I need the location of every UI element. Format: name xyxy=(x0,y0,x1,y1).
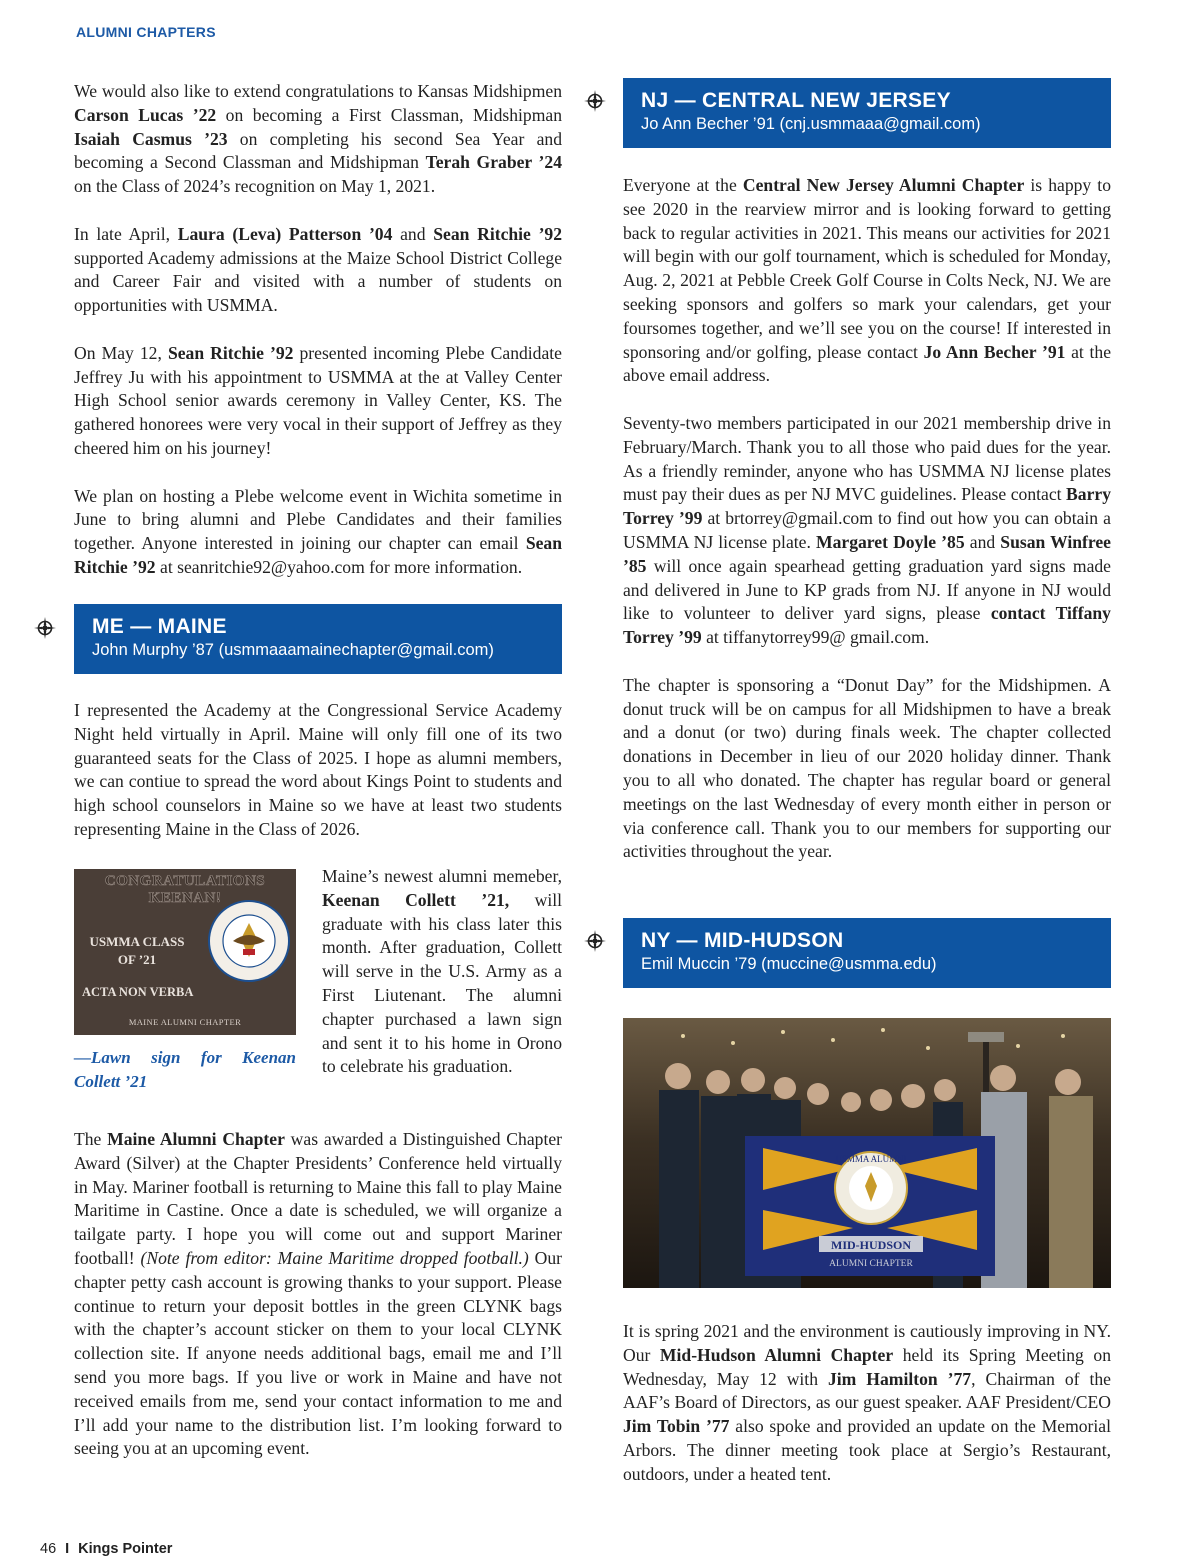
kansas-section xyxy=(74,80,562,580)
ny-paragraph: It is spring 2021 and the environment is cautiously improving in NY. Our Mid-Hudson Alumni Chapter held its Spring Meeting on Wednesday, May 12 with Jim Hamilton ’77, Chairman of the AAF’s Board of Directors, as our guest speaker. AAF President/CEO Jim Tobin ’77 also spoke and provided an update on the Memorial Arbors. The dinner meeting took place at Sergio’s Restaurant, outdoors, under a heated tent. xyxy=(623,1321,1112,1484)
kansas-paragraph: In late April, Laura (Leva) Patterson ’04 and Sean Ritchie ’92 supported Academy admissions at the Maize School District College and Career Fair and visited with a number of students on opportunities with USMMA. xyxy=(74,223,563,316)
nj-paragraph: Seventy-two members participated in our 2021 membership drive in February/March. Thank you to all those who paid dues for the year. As a friendly reminder, anyone who has USMMA NJ license plates must pay their dues as per NJ MVC guidelines. Please contact Barry Torrey ’99 at brtorrey@gmail.com to find out how you can obtain a USMMA NJ license plate. Margaret Doyle ’85 and Susan Winfree ’85 will once again spearhead getting graduation yard signs made and delivered in June to KP grads from NJ. If anyone in NJ would like to volunteer to deliver yard signs, please contact Tiffany Torrey ’99 at tiffanytorrey99@ gmail.com. xyxy=(623,412,1111,648)
sign-congrats: CONGRATULATIONS KEENAN! xyxy=(104,873,266,906)
maine-contact: John Murphy ’87 (usmmaaamainechapter@gmail.com) xyxy=(92,641,494,659)
maine-chapter-header xyxy=(74,604,562,674)
keenan-paragraph: Maine’s newest alumni memeber, Keenan Collett ’21, will graduate with his class later this month. After graduation, Collett will serve in the U.S. Army as a First Liutenant. The alumni chapter purchased a lawn sign and sent it to his home in Orono to celebrate his graduation. xyxy=(322,866,562,1077)
maine-paragraph: The Maine Alumni Chapter was awarded a Distinguished Chapter Award (Silver) at the Chapter Presidents’ Conference held virtually in May. Mariner football is returning to Maine this fall to play Maine Maritime in Castine. Once a date is scheduled, we will organize a tailgate party. I hope you will come out and support Mariner football! (Note from editor: Maine Maritime dropped football.) Our chapter petty cash account is growing thanks to your support. Please continue to return your deposit bottles in the green CLYNK bags with the chapter’s account sticker on them to your local CLYNK collection site. If anyone needs additional bags, email me and I’ll send you more bags. If you live or work in Maine and have not received emails from me, send your contact information to me and I’ll add your name to the distribution list. I’m looking forward to seeing you at an upcoming event. xyxy=(74,1129,563,1459)
nj-paragraph: The chapter is sponsoring a “Donut Day” for the Midshipmen. A donut truck will be on campus for all Midshipmen to have a break and a donut (or two) during finals week. The chapter collected donations in December in lieu of our 2020 holiday dinner. Thank you to all who donated. The chapter has regular board or general meetings on the last Wednesday of every month either in person or via conference call. Thank you to our members for supporting our activities throughout the year. xyxy=(623,674,1111,862)
usmma-alumni-seal-icon xyxy=(207,899,291,983)
compass-rose-icon xyxy=(34,617,56,639)
sign-class: USMMA CLASS OF ’21 xyxy=(89,934,185,967)
sign-motto: ACTA NON VERBA xyxy=(82,985,194,999)
nj-section xyxy=(623,174,1111,864)
lawn-sign-photo xyxy=(74,869,296,1035)
flag-seal-text: USMMA ALUMNI xyxy=(835,1154,907,1164)
kansas-paragraph: On May 12, Sean Ritchie ’92 presented incoming Plebe Candidate Jeffrey Ju with his appointment to USMMA at the at Valley Center High School senior awards ceremony in Valley Center, KS. The gathered honorees were very vocal in their support of Jeffrey as they cheered him on his journey! xyxy=(74,342,562,458)
ny-title: NY — MID-HUDSON xyxy=(641,929,844,952)
keenan-paragraph-block xyxy=(322,865,562,1079)
maine-paragraph: I represented the Academy at the Congressional Service Academy Night held virtually in April. Maine will only fill one of its two guaranteed seats for the Class of 2025. I hope as alumni members, we can contiue to spread the word about Kings Point to students and high school counselors in Maine so we have at least two students representing Maine in the Class of 2026. xyxy=(74,700,562,839)
section-tag: ALUMNI CHAPTERS xyxy=(76,24,216,40)
kansas-paragraph: We would also like to extend congratulations to Kansas Midshipmen Carson Lucas ’22 on becoming a First Classman, Midshipman Isaiah Casmus ’23 on completing his second Sea Year and becoming a Second Classman and Midshipman Terah Graber ’24 on the Class of 2024’s recognition on May 1, 2021. xyxy=(74,81,562,197)
nj-contact: Jo Ann Becher ’91 (cnj.usmmaaa@gmail.com) xyxy=(641,115,981,133)
publication-name: Kings Pointer xyxy=(78,1541,173,1557)
nj-title: NJ — CENTRAL NEW JERSEY xyxy=(641,89,951,112)
kansas-paragraph: We plan on hosting a Plebe welcome event in Wichita sometime in June to bring alumni and Plebe Candidates and their families together. Anyone interested in joining our chapter can email Sean Ritchie ’92 at seanritchie92@yahoo.com for more information. xyxy=(74,485,562,577)
compass-rose-icon xyxy=(584,90,606,112)
page-number: 46 xyxy=(40,1541,57,1557)
mid-hudson-group-photo xyxy=(623,1018,1111,1288)
compass-rose-icon xyxy=(584,930,606,952)
nj-chapter-header xyxy=(623,78,1111,148)
footer-separator: I xyxy=(65,1541,70,1557)
maine-section xyxy=(74,699,562,842)
maine-section-continued xyxy=(74,1128,562,1461)
ny-contact: Emil Muccin ’79 (muccine@usmma.edu) xyxy=(641,955,937,973)
maine-title: ME — MAINE xyxy=(92,615,227,638)
page-footer xyxy=(40,1541,172,1557)
ny-chapter-header xyxy=(623,918,1111,988)
mid-hudson-flag xyxy=(745,1136,995,1276)
lawn-sign-caption: —Lawn sign for Keenan Collett ’21 xyxy=(74,1048,296,1091)
flag-text-line1: MID-HUDSON xyxy=(831,1238,911,1252)
sign-chapter: MAINE ALUMNI CHAPTER xyxy=(128,1017,242,1027)
ny-section xyxy=(623,1320,1111,1487)
flag-text-line2: ALUMNI CHAPTER xyxy=(829,1259,913,1269)
nj-paragraph: Everyone at the Central New Jersey Alumni Chapter is happy to see 2020 in the rearview mirror and is looking forward to getting back to regular activities in 2021. This means our activities for 2021 will begin with our golf tournament, which is scheduled for Monday, Aug. 2, 2021 at Pebble Creek Golf Course in Colts Neck, NJ. We are seeking sponsors and golfers so mark your calendars, get your foursomes together, and we’ll see you on the course! If interested in sponsoring and/or golfing, please contact Jo Ann Becher ’91 at the above email address. xyxy=(623,175,1112,386)
